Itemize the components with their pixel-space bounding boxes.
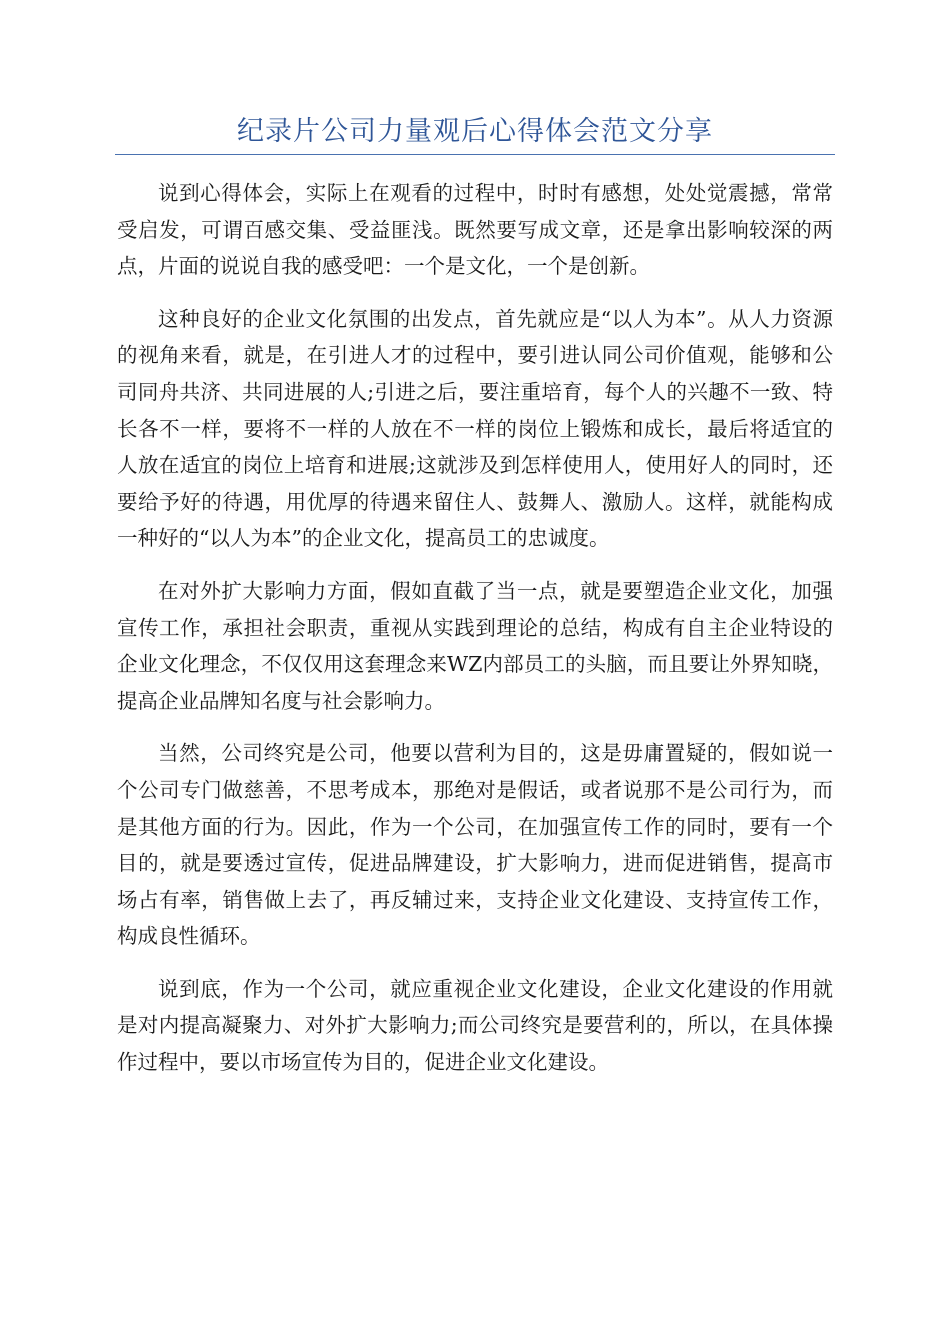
paragraph-5: 说到底，作为一个公司，就应重视企业文化建设，企业文化建设的作用就是对内提高凝聚力、对外扩大影响力;而公司终究是要营利的，所以，在具体操作过程中，要以市场宣传为目的，促进企业文化建设。	[117, 976, 833, 1075]
paragraph-2: 这种良好的企业文化氛围的出发点，首先就应是“以人为本”。从人力资源的视角来看，就是，在引进人才的过程中，要引进认同公司价值观，能够和公司同舟共济、共同进展的人;引进之后，要注重培育，每个人的兴趣不一致、特长各不一样，要将不一样的人放在不一样的岗位上锻炼和成长，最后将适宜的人放在适宜的岗位上培育和进展;这就涉及到怎样使用人，使用好人的同时，还要给予好的待遇，用优厚的待遇来留住人、鼓舞人、激励人。这样，就能构成一种好的“以人为本”的企业文化，提高员工的忠诚度。	[117, 306, 833, 551]
document-title: 纪录片公司力量观后心得体会范文分享	[237, 116, 713, 147]
paragraph-1: 说到心得体会，实际上在观看的过程中，时时有感想，处处觉震撼，常常受启发，可谓百感交集、受益匪浅。既然要写成文章，还是拿出影响较深的两点，片面的说说自我的感受吧：一个是文化，一个是创新。	[117, 181, 833, 279]
paragraph-4: 当然，公司终究是公司，他要以营利为目的，这是毋庸置疑的，假如说一个公司专门做慈善，不思考成本，那绝对是假话，或者说那不是公司行为，而是其他方面的行为。因此，作为一个公司，在加强宣传工作的同时，要有一个目的，就是要透过宣传，促进品牌建设，扩大影响力，进而促进销售，提高市场占有率，销售做上去了，再反辅过来，支持企业文化建设、支持宣传工作，构成良性循环。	[117, 741, 833, 949]
title-underline	[115, 154, 835, 155]
document-body	[117, 175, 833, 1097]
paragraph-3: 在对外扩大影响力方面，假如直截了当一点，就是要塑造企业文化，加强宣传工作，承担社会职责，重视从实践到理论的总结，构成有自主企业特设的企业文化理念，不仅仅用这套理念来WZ内部员工的头脑，而且要让外界知晓，提高企业品牌知名度与社会影响力。	[117, 578, 833, 713]
